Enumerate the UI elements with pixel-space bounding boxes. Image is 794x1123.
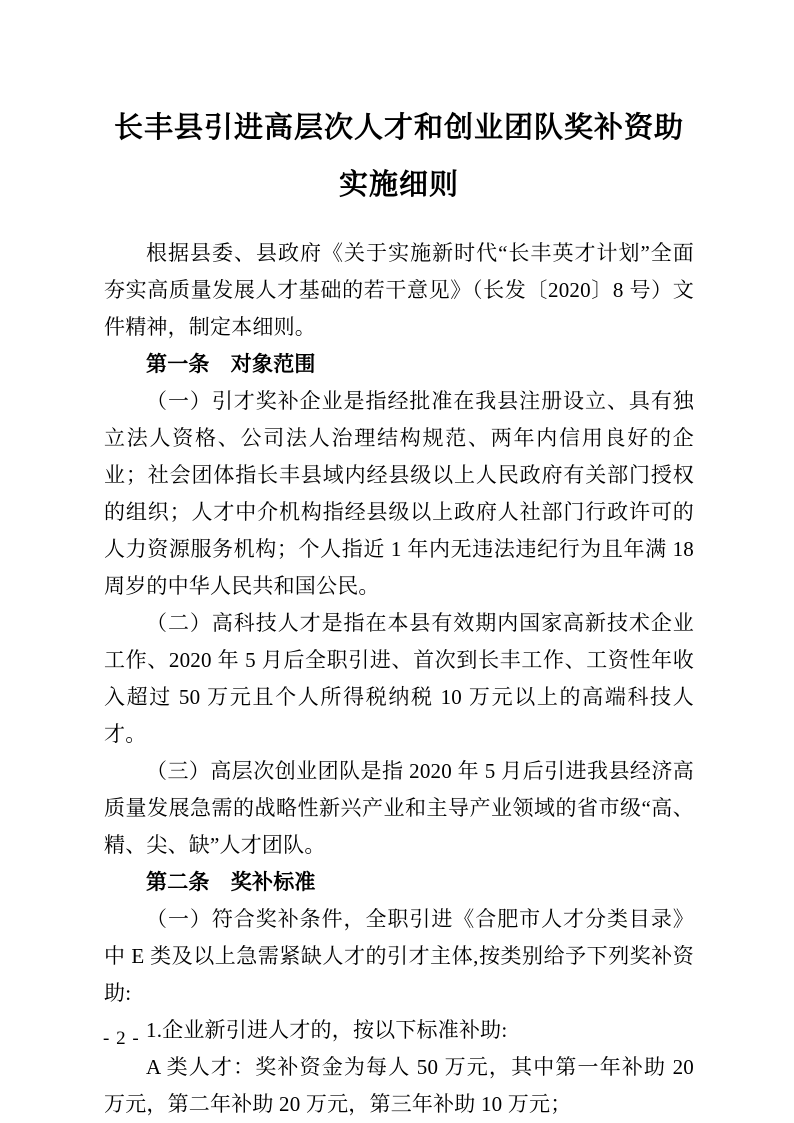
- article-1-item-3: （三）高层次创业团队是指 2020 年 5 月后引进我县经济高质量发展急需的战略性新兴产业和主导产业领域的省市级“高、精、尖、缺”人才团队。: [104, 759, 694, 857]
- article-2-item-1: （一）符合奖补条件，全职引进《合肥市人才分类目录》中 E 类及以上急需紧缺人才的引才主体,按类别给予下列奖补资助:: [104, 907, 694, 1005]
- article-2-heading: 第二条 奖补标准: [146, 871, 316, 894]
- document-title-line-2: 实施细则: [338, 169, 459, 201]
- intro-paragraph: 根据县委、县政府《关于实施新时代“长丰英才计划”全面夯实高质量发展人才基础的若干意见》（长发〔2020〕8 号）文件精神，制定本细则。: [104, 241, 694, 339]
- document-title-line-1: 长丰县引进高层次人才和创业团队奖补资助: [113, 112, 684, 144]
- document-body: [104, 100, 694, 1123]
- article-1-heading: 第一条 对象范围: [146, 353, 316, 376]
- article-1-item-1: （一）引才奖补企业是指经批准在我县注册设立、具有独立法人资格、公司法人治理结构规范、两年内信用良好的企业；社会团体指长丰县域内经县级以上人民政府有关部门授权的组织；人才中介机构指经县级以上政府人社部门行政许可的人力资源服务机构；个人指近 1 年内无违法违纪行为且年满 18 周岁的中华人民共和国公民。: [104, 389, 694, 598]
- article-2-sub-item-1: 1.企业新引进人才的，按以下标准补助:: [146, 1018, 508, 1042]
- article-1-item-2: （二）高科技人才是指在本县有效期内国家高新技术企业工作、2020 年 5 月后全职引进、首次到长丰工作、工资性年收入超过 50 万元且个人所得税纳税 10 万元以上的高端科技人才。: [104, 611, 694, 746]
- document-text: [104, 235, 694, 1123]
- page-number: - 2 -: [103, 1028, 140, 1049]
- article-2-class-a-standard: A 类人才：奖补资金为每人 50 万元，其中第一年补助 20 万元，第二年补助 20 万元，第三年补助 10 万元；: [104, 1055, 694, 1116]
- document-title: [104, 100, 694, 214]
